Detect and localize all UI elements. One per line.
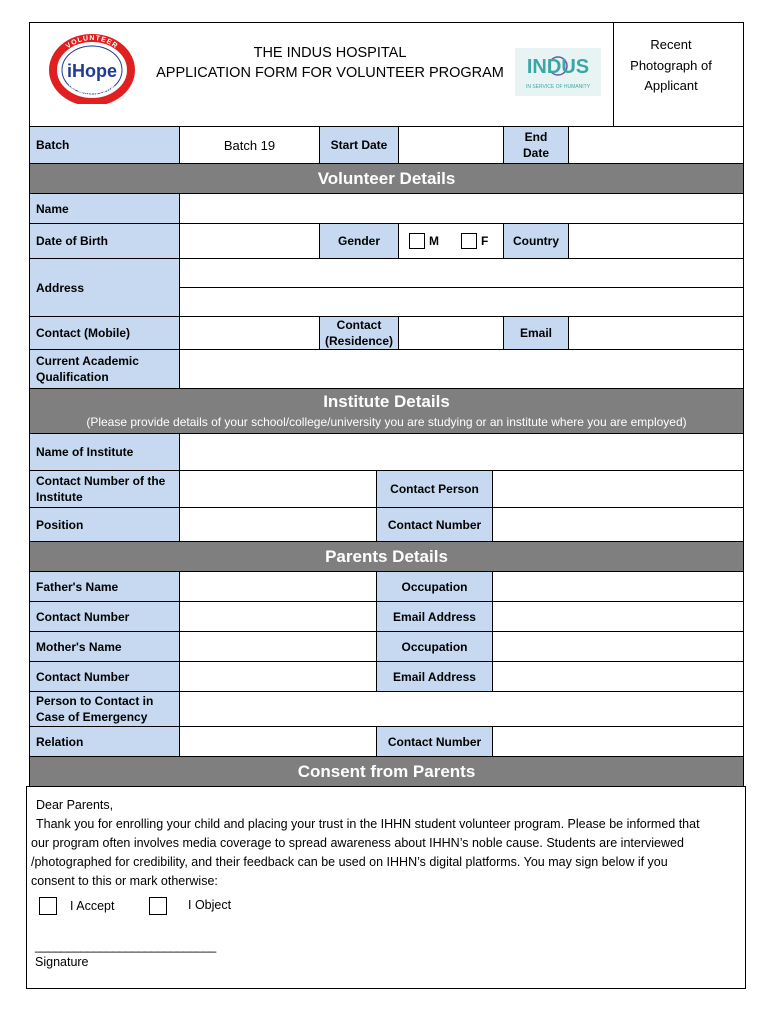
consent-line-4: consent to this or mark otherwise: <box>31 874 218 888</box>
ihope-logo <box>48 34 136 104</box>
contact-residence-field[interactable] <box>398 316 504 350</box>
signature-label: Signature <box>35 955 89 969</box>
photo-label: Recent Photograph of Applicant <box>630 37 712 93</box>
country-field[interactable] <box>568 223 744 259</box>
father-contact-field[interactable] <box>179 601 377 632</box>
consent-line-3: /photographed for credibility, and their feedback can be used on IHHN’s digital platforms. You may sign below if you <box>31 855 668 869</box>
end-date-label: End Date <box>503 126 569 164</box>
indus-text: INDUS <box>526 56 590 78</box>
qualification-label: Current Academic Qualification <box>29 349 180 389</box>
institute-section-header <box>29 388 744 434</box>
start-date-label: Start Date <box>319 126 399 164</box>
institute-name-label: Name of Institute <box>29 433 180 471</box>
contact-person-field[interactable] <box>492 470 744 508</box>
object-label: I Object <box>188 898 232 912</box>
consent-greeting: Dear Parents, <box>36 798 114 812</box>
consent-section-title: Consent from Parents <box>29 756 744 787</box>
ring-bottom-text: THE INDUS HOSPITAL <box>66 82 118 98</box>
qualification-field[interactable] <box>179 349 744 389</box>
mother-contact-label: Contact Number <box>29 661 180 692</box>
dob-field[interactable] <box>179 223 320 259</box>
signature-line[interactable]: ____________________________ <box>35 939 216 953</box>
accept-label: I Accept <box>70 899 115 913</box>
volunteer-section-title: Volunteer Details <box>29 163 744 194</box>
name-label: Name <box>29 193 180 224</box>
relation-contact-label: Contact Number <box>376 726 493 757</box>
accept-checkbox[interactable] <box>39 897 57 915</box>
dob-label: Date of Birth <box>29 223 180 259</box>
contact-residence-label: Contact (Residence) <box>319 316 399 350</box>
position-contact-label: Contact Number <box>376 507 493 542</box>
address-field-line2[interactable] <box>179 287 744 317</box>
position-contact-field[interactable] <box>492 507 744 542</box>
gender-options <box>398 223 504 259</box>
address-field-line1[interactable] <box>179 258 744 288</box>
consent-line-2: our program often involves media coverage to spread awareness about IHHN’s noble cause. Students are interviewed <box>31 836 684 850</box>
mother-email-field[interactable] <box>492 661 744 692</box>
relation-contact-field[interactable] <box>492 726 744 757</box>
consent-line-1: Thank you for enrolling your child and placing your trust in the IHHN student volunteer program. Please be informed that <box>36 817 700 831</box>
name-field[interactable] <box>179 193 744 224</box>
indus-logo <box>515 48 601 96</box>
start-date-field[interactable] <box>398 126 504 164</box>
father-email-field[interactable] <box>492 601 744 632</box>
institute-contact-field[interactable] <box>179 470 377 508</box>
consent-box <box>26 786 746 989</box>
father-occupation-label: Occupation <box>376 571 493 602</box>
relation-label: Relation <box>29 726 180 757</box>
father-name-field[interactable] <box>179 571 377 602</box>
father-occupation-field[interactable] <box>492 571 744 602</box>
indus-subtext: IN SERVICE OF HUMANITY <box>525 84 591 90</box>
mother-occupation-field[interactable] <box>492 631 744 662</box>
gender-m-label: M <box>429 234 439 248</box>
object-checkbox[interactable] <box>149 897 167 915</box>
gender-f-checkbox[interactable] <box>461 233 477 249</box>
relation-field[interactable] <box>179 726 377 757</box>
position-field[interactable] <box>179 507 377 542</box>
emergency-contact-field[interactable] <box>179 691 744 727</box>
email-label: Email <box>503 316 569 350</box>
photo-box-divider <box>613 22 614 127</box>
gender-f-label: F <box>481 234 489 248</box>
mother-contact-field[interactable] <box>179 661 377 692</box>
mother-email-label: Email Address <box>376 661 493 692</box>
country-label: Country <box>503 223 569 259</box>
position-label: Position <box>29 507 180 542</box>
father-contact-label: Contact Number <box>29 601 180 632</box>
parents-section-title: Parents Details <box>29 541 744 572</box>
institute-contact-label: Contact Number of the Institute <box>29 470 180 508</box>
institute-name-field[interactable] <box>179 433 744 471</box>
batch-value[interactable]: Batch 19 <box>179 126 320 164</box>
batch-label: Batch <box>29 126 180 164</box>
end-date-field[interactable] <box>568 126 744 164</box>
institute-section-subtitle: (Please provide details of your school/college/university you are studying or an institute where you are employed) <box>86 415 687 429</box>
mother-name-label: Mother's Name <box>29 631 180 662</box>
ring-top-text: VOLUNTEER <box>64 34 120 51</box>
address-label: Address <box>29 258 180 317</box>
gender-label: Gender <box>319 223 399 259</box>
emergency-contact-label: Person to Contact in Case of Emergency <box>29 691 180 727</box>
father-name-label: Father's Name <box>29 571 180 602</box>
mother-occupation-label: Occupation <box>376 631 493 662</box>
hospital-name: THE INDUS HOSPITAL <box>253 45 407 61</box>
contact-person-label: Contact Person <box>376 470 493 508</box>
gender-m-checkbox[interactable] <box>409 233 425 249</box>
father-email-label: Email Address <box>376 601 493 632</box>
email-field[interactable] <box>568 316 744 350</box>
contact-mobile-label: Contact (Mobile) <box>29 316 180 350</box>
ihope-text: iHope <box>66 61 118 81</box>
mother-name-field[interactable] <box>179 631 377 662</box>
institute-section-title: Institute Details <box>323 392 450 411</box>
contact-mobile-field[interactable] <box>179 316 320 350</box>
form-title: APPLICATION FORM FOR VOLUNTEER PROGRAM <box>156 65 504 81</box>
